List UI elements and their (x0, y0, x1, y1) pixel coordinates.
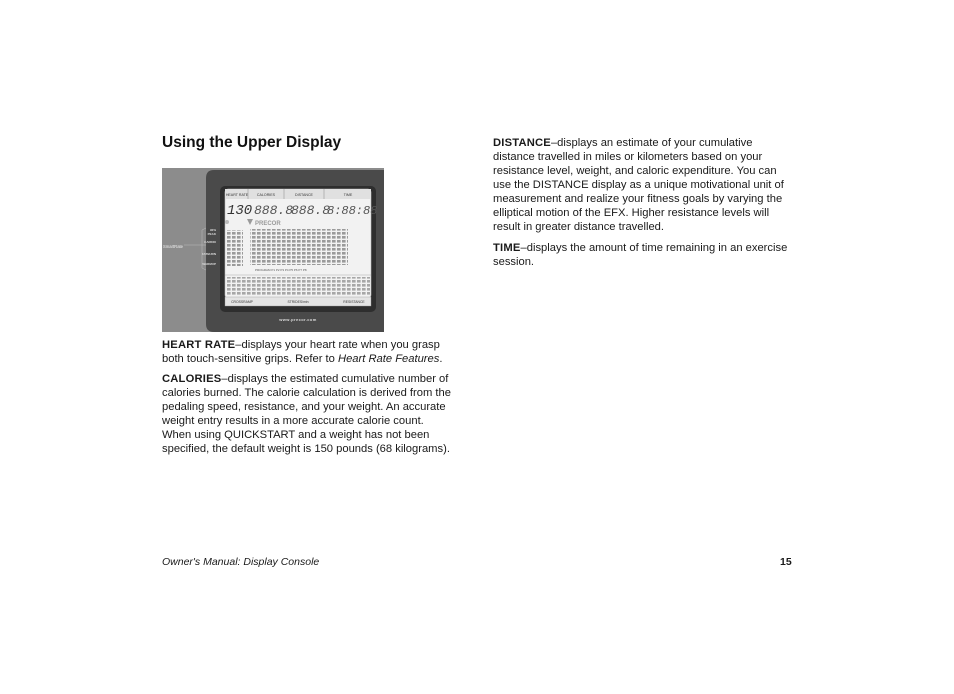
zone-90: 90% (209, 228, 216, 232)
calories-line: weight entry results in a more accurate calorie count. (162, 415, 424, 427)
upper-display-illustration (162, 168, 384, 332)
heart-rate-term: HEART RATE (162, 339, 236, 351)
distance-line: distance travelled in miles or kilometers based on your (493, 151, 763, 163)
time-line: session. (493, 256, 535, 268)
zone-warmup: WARMUP (202, 262, 216, 266)
smartrate-title: SmartRate (163, 244, 184, 249)
calories-line: specified, the default weight is 150 pounds (68 kilograms). (162, 443, 450, 455)
time-text: –displays the amount of time remaining in an exercise (520, 242, 788, 254)
console-drawing (162, 168, 384, 332)
zone-fatburn: FATBURN (201, 252, 216, 256)
time-paragraph (493, 241, 803, 269)
heart-rate-digits: 130 (227, 203, 253, 219)
calories-digits: 888.8 (254, 203, 294, 218)
time-digits: 8:88:88 (327, 204, 378, 218)
calories-paragraph (162, 372, 472, 456)
distance-line: resistance level, weight, and caloric expenditure. You can (493, 165, 777, 177)
distance-term: DISTANCE (493, 137, 551, 149)
calories-line: When using QUICKSTART and a weight has not been (162, 429, 430, 441)
heart-rate-features-ref: Heart Rate Features (337, 353, 440, 365)
calories-text: –displays the estimated cumulative number of (221, 373, 449, 385)
crossramp-label: CROSSRAMP (231, 300, 253, 304)
distance-line: measurement and realize your fitness goals by varying the (493, 193, 783, 205)
distance-paragraph (493, 136, 803, 234)
calories-term: CALORIES (162, 373, 222, 385)
calories-line: calories burned. The calorie calculation is derived from the (162, 387, 451, 399)
page-heading: Using the Upper Display (162, 134, 342, 151)
program-row: PROGRAM P1 P2 P3 P4 P5 P6 P7 P8 (255, 268, 307, 272)
brand-logo: PRECOR (255, 221, 281, 227)
resistance-label: RESISTANCE (343, 300, 365, 304)
footer-title: Owner's Manual: Display Console (162, 556, 320, 568)
strides-label: STRIDES/min (287, 300, 309, 304)
console-url: www.precor.com (279, 317, 317, 322)
heart-rate-label: HEART RATE (225, 193, 249, 197)
heart-rate-text-3: . (439, 353, 443, 365)
heart-rate-paragraph (162, 338, 472, 366)
distance-label: DISTANCE (295, 193, 313, 197)
zone-cardio: CARDIO (204, 240, 216, 244)
page-number: 15 (780, 556, 792, 568)
distance-digits: 888.8 (291, 203, 331, 218)
distance-text: –displays an estimate of your cumulative (550, 137, 753, 149)
time-label: TIME (343, 193, 353, 197)
distance-line: elliptical motion of the EFX. Higher resistance levels will (493, 207, 770, 219)
calories-line: pedaling speed, resistance, and your weight. An accurate (162, 401, 446, 413)
zone-peak: PEAK (207, 232, 216, 236)
distance-line: result in greater distance travelled. (493, 221, 665, 233)
calories-label: CALORIES (256, 193, 276, 197)
heart-rate-text-2: both touch-sensitive grips. Refer to (162, 353, 338, 365)
distance-line: use the DISTANCE display as a unique motivational unit of (493, 179, 784, 191)
heart-rate-text: –displays your heart rate when you grasp (235, 339, 440, 351)
time-term: TIME (493, 242, 521, 254)
